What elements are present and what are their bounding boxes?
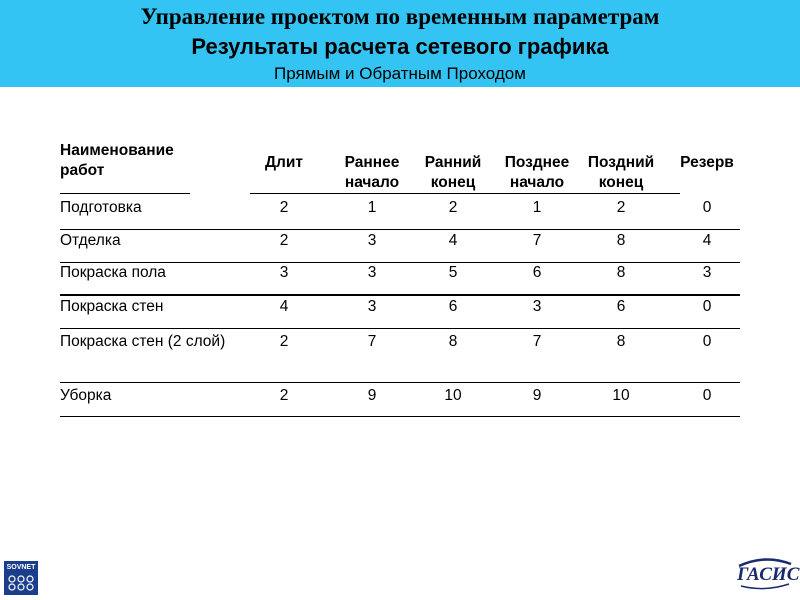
- cell-ls: 7: [532, 333, 542, 350]
- cell-slack: 3: [702, 264, 712, 281]
- sovnet-logo-text: SOVNET: [6, 564, 36, 571]
- cell-ef: 5: [448, 264, 458, 281]
- cell-es: 1: [367, 199, 377, 216]
- cell-es: 9: [367, 387, 377, 404]
- page-subtitle-method: Прямым и Обратным Проходом: [274, 64, 526, 83]
- page-subtitle: Результаты расчета сетевого графика: [191, 34, 609, 59]
- sovnet-logo: [4, 561, 38, 595]
- row-separator: [60, 262, 740, 263]
- cell-lf: 10: [612, 387, 630, 404]
- cell-dur: 4: [279, 298, 289, 315]
- gasis-logo: [735, 556, 800, 590]
- task-name-cell: Покраска пола: [60, 264, 166, 281]
- cell-slack: 0: [702, 199, 712, 216]
- sovnet-logo-pattern-icon: [7, 574, 35, 592]
- cell-lf: 8: [616, 264, 626, 281]
- header-es-line1: Раннее: [344, 154, 400, 171]
- cell-ls: 6: [532, 264, 542, 281]
- cell-ls: 9: [532, 387, 542, 404]
- row-separator: [60, 193, 190, 194]
- task-name-cell: Отделка: [60, 232, 121, 249]
- header-es-line2: начало: [344, 174, 400, 191]
- header-lf-line2: конец: [598, 174, 644, 191]
- row-separator: [60, 416, 740, 417]
- cell-ef: 4: [448, 232, 458, 249]
- row-separator: [60, 294, 740, 296]
- cell-ls: 3: [532, 298, 542, 315]
- page-title: Управление проектом по временным параметрам: [140, 4, 660, 29]
- header-name-line2: работ: [60, 162, 105, 179]
- cell-ls: 7: [532, 232, 542, 249]
- header-name-line1: Наименование: [60, 142, 174, 159]
- header-slack-line1: Резерв: [680, 154, 734, 171]
- row-separator: [60, 328, 740, 329]
- cell-es: 3: [367, 232, 377, 249]
- cell-slack: 0: [702, 387, 712, 404]
- cell-ls: 1: [532, 199, 542, 216]
- cell-es: 3: [367, 298, 377, 315]
- cell-dur: 2: [279, 232, 289, 249]
- cell-ef: 6: [448, 298, 458, 315]
- cell-es: 3: [367, 264, 377, 281]
- header-ls-line2: начало: [509, 174, 565, 191]
- header-lf-line1: Поздний: [587, 154, 655, 171]
- cell-es: 7: [367, 333, 377, 350]
- cell-lf: 2: [616, 199, 626, 216]
- row-separator: [250, 193, 680, 194]
- cell-ef: 2: [448, 199, 458, 216]
- task-name-cell: Покраска стен (2 слой): [60, 333, 226, 350]
- task-name-cell: Подготовка: [60, 199, 142, 216]
- row-separator: [60, 229, 740, 230]
- cell-dur: 2: [279, 199, 289, 216]
- cell-slack: 4: [702, 232, 712, 249]
- cell-ef: 8: [448, 333, 458, 350]
- header-dur-line1: Длит: [264, 154, 303, 171]
- cell-dur: 2: [279, 333, 289, 350]
- cell-lf: 8: [616, 232, 626, 249]
- task-name-cell: Уборка: [60, 387, 112, 404]
- header-ef-line1: Ранний: [424, 154, 482, 171]
- cell-ef: 10: [444, 387, 462, 404]
- header-ls-line1: Позднее: [504, 154, 570, 171]
- cell-lf: 6: [616, 298, 626, 315]
- task-name-cell: Покраска стен: [60, 298, 164, 315]
- row-separator: [60, 382, 740, 383]
- cell-dur: 3: [279, 264, 289, 281]
- cell-dur: 2: [279, 387, 289, 404]
- cell-slack: 0: [702, 298, 712, 315]
- gasis-logo-text: ГАСИС: [737, 564, 800, 585]
- header-ef-line2: конец: [430, 174, 476, 191]
- cell-lf: 8: [616, 333, 626, 350]
- cell-slack: 0: [702, 333, 712, 350]
